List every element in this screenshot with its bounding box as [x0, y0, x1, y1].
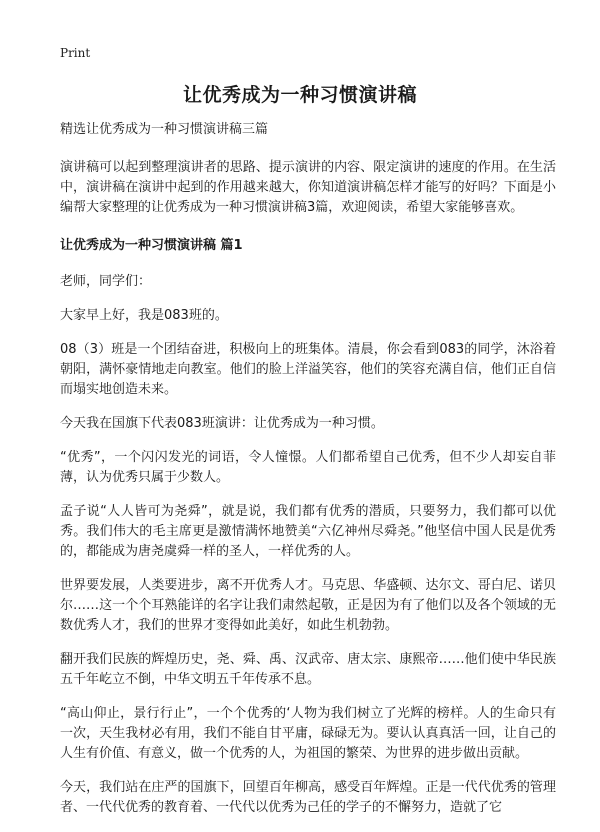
body-paragraph: 今天，我们站在庄严的国旗下，回望百年柳高，感受百年辉煌。正是一代代优秀的管理者、一代代优秀的教育着、一代代以优秀为己任的学子的不懈努力，造就了它	[60, 780, 556, 815]
body-paragraph: “优秀”，一个闪闪发光的词语，令人憧憬。人们都希望自己优秀，但不少人却妄自菲薄，认为优秀只属于少数人。	[60, 450, 556, 485]
intro-paragraph: 演讲稿可以起到整理演讲者的思路、提示演讲的内容、限定演讲的速度的作用。在生活中，演讲稿在演讲中起到的作用越来越大，你知道演讲稿怎样才能写的好吗？下面是小编帮大家整理的让优秀成为一种习惯演讲稿3篇，欢迎阅读，希望大家能够喜欢。	[60, 160, 556, 215]
body-paragraph: 08（3）班是一个团结奋进，积极向上的班集体。清晨，你会看到083的同学，沐浴着朝阳，满怀豪情地走向教室。他们的脸上洋溢笑容，他们的笑容充满自信，他们正自信而塌实地创造未来。	[60, 342, 556, 397]
body-paragraph: 世界要发展，人类要进步，离不开优秀人才。马克思、华盛顿、达尔文、哥白尼、诺贝尔……这一个个耳熟能详的名字让我们肃然起敬，正是因为有了他们以及各个领域的无数优秀人才，我们的世界才变得如此美好，如此生机勃勃。	[60, 578, 556, 633]
body-paragraph: 大家早上好，我是083班的。	[60, 308, 228, 323]
page-title: 让优秀成为一种习惯演讲稿	[182, 84, 417, 106]
document-subtitle: 精选让优秀成为一种习惯演讲稿三篇	[60, 122, 269, 137]
body-paragraph: 翻开我们民族的辉煌历史，尧、舜、禹、汉武帝、唐太宗、康熙帝……他们使中华民族五千年屹立不倒，中华文明五千年传承不息。	[60, 652, 556, 687]
body-paragraph: 孟子说“人人皆可为尧舜”，就是说，我们都有优秀的潜质，只要努力，我们都可以优秀。我们伟大的毛主席更是激情满怀地赞美“六亿神州尽舜尧。”他坚信中国人民是优秀的，都能成为唐尧虞舜一样的圣人，一样优秀的人。	[60, 504, 556, 559]
body-paragraph: 老师，同学们：	[60, 274, 152, 289]
print-link[interactable]: Print	[60, 46, 91, 60]
section-heading: 让优秀成为一种习惯演讲稿 篇1	[60, 238, 243, 253]
document-body	[60, 120, 556, 832]
body-paragraph: 今天我在国旗下代表083班演讲：让优秀成为一种习惯。	[60, 416, 384, 431]
body-paragraph: “高山仰止，景行行止”，一个个优秀的‘人物为我们树立了光辉的榜样。人的生命只有一次，天生我材必有用，我们不能自甘平庸，碌碌无为。要认认真真活一回，让自己的人生有价值、有意义，做一个优秀的人，为祖国的繁荣、为世界的进步做出贡献。	[60, 706, 556, 761]
